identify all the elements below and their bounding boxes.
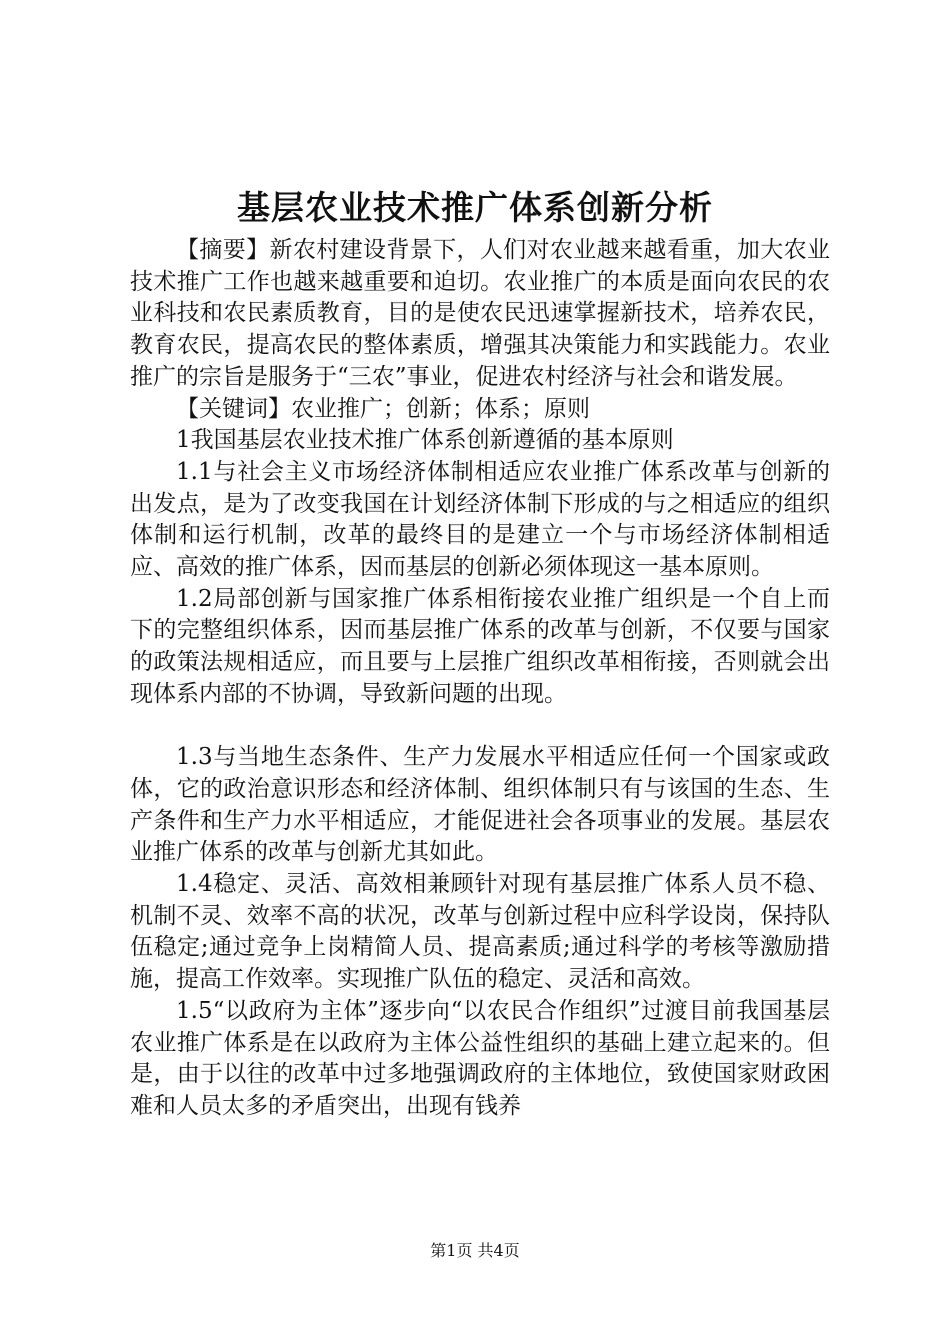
abstract-paragraph: 【摘要】新农村建设背景下，人们对农业越来越看重，加大农业技术推广工作也越来越重要和迫切。农业推广的本质是面向农民的农业科技和农民素质教育，目的是使农民迅速掌握新技术，培养农民，教育农民，提高农民的整体素质，增强其决策能力和实践能力。农业推广的宗旨是服务于“三农”事业，促进农村经济与社会和谐发展。 — [130, 237, 830, 390]
body-paragraph: 1.1与社会主义市场经济体制相适应农业推广体系改革与创新的出发点，是为了改变我国在计划经济体制下形成的与之相适应的组织体制和运行机制，改革的最终目的是建立一个与市场经济体制相适应、高效的推广体系，因而基层的创新必须体现这一基本原则。 — [130, 458, 830, 581]
body-paragraph: 1.3与当地生态条件、生产力发展水平相适应任何一个国家或政体，它的政治意识形态和经济体制、组织体制只有与该国的生态、生产条件和生产力水平相适应，才能促进社会各项事业的发展。基层农业推广体系的改革与创新尤其如此。 — [130, 744, 830, 866]
page-footer: 第1页 共4页 — [430, 1241, 520, 1260]
document-title: 基层农业技术推广体系创新分析 — [237, 188, 713, 227]
body-paragraph: 1.5“以政府为主体”逐步向“以农民合作组织”过渡目前我国基层农业推广体系是在以政府为主体公益性组织的基础上建立起来的。但是，由于以往的改革中过多地强调政府的主体地位，致使国家财政困难和人员太多的矛盾突出，出现有钱养 — [130, 997, 830, 1119]
paragraph-gap — [130, 711, 830, 743]
body-paragraph: 1.4稳定、灵活、高效相兼顾针对现有基层推广体系人员不稳、机制不灵、效率不高的状况，改革与创新过程中应科学设岗，保持队伍稳定;通过竞争上岗精简人员、提高素质;通过科学的考核等激励措施，提高工作效率。实现推广队伍的稳定、灵活和高效。 — [130, 871, 830, 993]
section-heading: 1我国基层农业技术推广体系创新遵循的基本原则 — [176, 427, 674, 454]
keywords-paragraph: 【关键词】农业推广；创新；体系；原则 — [176, 395, 590, 422]
body-paragraph: 1.2局部创新与国家推广体系相衔接农业推广组织是一个自上而下的完整组织体系，因而基层推广体系的改革与创新，不仅要与国家的政策法规相适应，而且要与上层推广组织改革相衔接，否则就会出现体系内部的不协调，导致新问题的出现。 — [130, 585, 830, 707]
document-body — [130, 235, 830, 1123]
